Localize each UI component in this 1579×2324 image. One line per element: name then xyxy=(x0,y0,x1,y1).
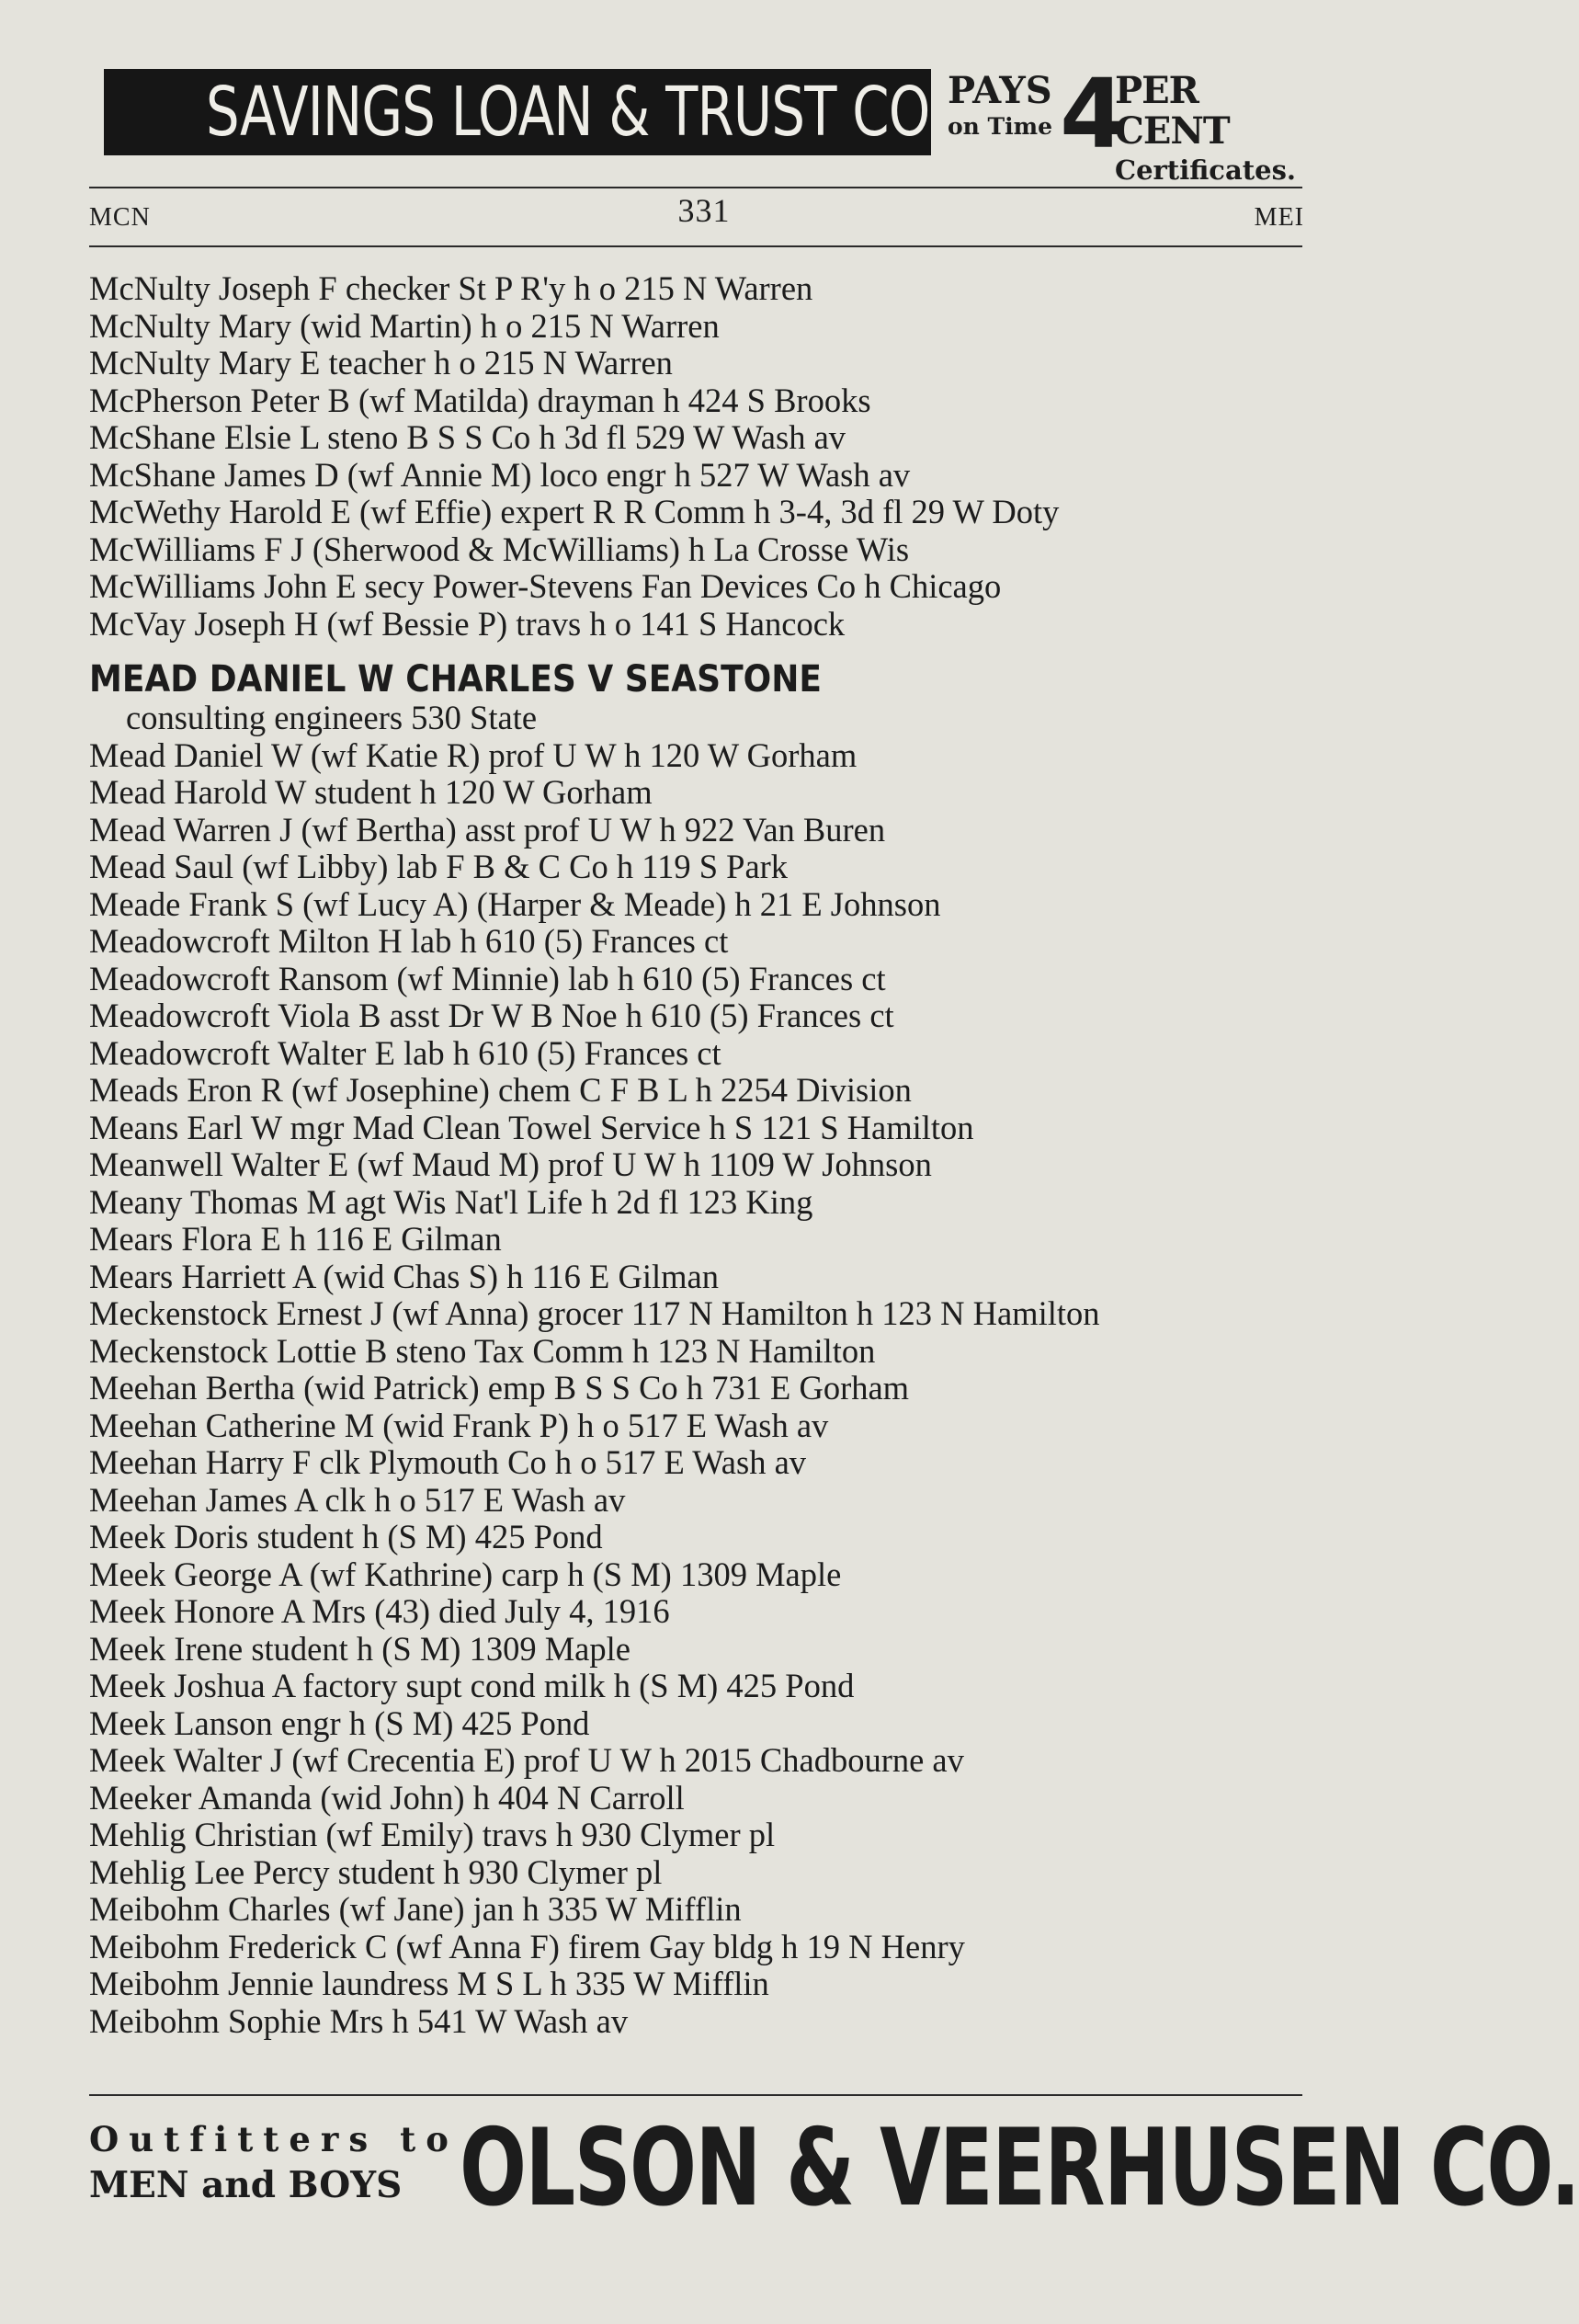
directory-entry: Meadowcroft Ransom (wf Minnie) lab h 610 (5) Frances ct xyxy=(89,959,886,997)
ad-percent-block xyxy=(1115,71,1317,188)
directory-entry: Meek Walter J (wf Crecentia E) prof U W h 2015 Chadbourne av xyxy=(89,1741,964,1779)
business-listing-heading: MEAD DANIEL W CHARLES V SEASTONE xyxy=(89,658,822,701)
directory-entry: Means Earl W mgr Mad Clean Towel Service h S 121 S Hamilton xyxy=(89,1108,974,1146)
directory-entry: McWethy Harold E (wf Effie) expert R R Comm h 3-4, 3d fl 29 W Doty xyxy=(89,493,1060,530)
directory-entry: Meadowcroft Viola B asst Dr W B Noe h 610 (5) Frances ct xyxy=(89,997,894,1034)
directory-entry: McWilliams F J (Sherwood & McWilliams) h La Crosse Wis xyxy=(89,530,910,568)
ad-certificates-text: Certificates. xyxy=(1115,154,1297,186)
directory-entry: Meckenstock Ernest J (wf Anna) grocer 117 N Hamilton h 123 N Hamilton xyxy=(89,1294,1100,1332)
directory-entry: Meehan James A clk h o 517 E Wash av xyxy=(89,1480,626,1519)
directory-entry: Meek Honore A Mrs (43) died July 4, 1916 xyxy=(89,1592,670,1630)
directory-entry: Meade Frank S (wf Lucy A) (Harper & Meade) h 21 E Johnson xyxy=(89,884,941,923)
directory-entry: Mehlig Christian (wf Emily) travs h 930 Clymer pl xyxy=(89,1816,776,1853)
directory-entry: McWilliams John E secy Power-Stevens Fan Devices Co h Chicago xyxy=(89,567,1002,605)
ad-olson-brand: OLSON & VEERHUSEN CO. xyxy=(460,2106,1579,2230)
directory-entry: Meibohm Frederick C (wf Anna F) firem Gay bldg h 19 N Henry xyxy=(89,1927,965,1965)
ad-pays-block xyxy=(948,71,1058,142)
header-top-rule xyxy=(89,187,1302,188)
directory-entry: Meibohm Charles (wf Jane) jan h 335 W Mifflin xyxy=(89,1890,742,1928)
directory-entry: Meek Joshua A factory supt cond milk h (S M) 425 Pond xyxy=(89,1667,855,1704)
directory-entry: McPherson Peter B (wf Matilda) drayman h 424 S Brooks xyxy=(89,381,871,419)
directory-entry: Mead Harold W student h 120 W Gorham xyxy=(89,773,653,811)
running-head-right: MEI xyxy=(1254,203,1304,232)
directory-entry: Mears Harriett A (wid Chas S) h 116 E Gilman xyxy=(89,1257,719,1295)
ad-pays-text: PAYS xyxy=(948,69,1052,112)
ad-brand-banner xyxy=(104,69,931,155)
directory-entry: Meeker Amanda (wid John) h 404 N Carroll xyxy=(89,1778,685,1817)
directory-entry: Meehan Harry F clk Plymouth Co h o 517 E Wash av xyxy=(89,1443,807,1481)
header-bottom-rule xyxy=(89,245,1302,247)
directory-entry: McNulty Mary E teacher h o 215 N Warren xyxy=(89,344,673,382)
page-number: 331 xyxy=(677,192,731,229)
directory-entry: Meibohm Sophie Mrs h 541 W Wash av xyxy=(89,2001,629,2040)
ad-men-and-boys-text: MEN and BOYS xyxy=(89,2164,403,2206)
directory-entry: Meek George A (wf Kathrine) carp h (S M) 1309 Maple xyxy=(89,1555,842,1593)
directory-entry: Mead Saul (wf Libby) lab F B & C Co h 119 S Park xyxy=(89,848,789,885)
directory-entry: Mears Flora E h 116 E Gilman xyxy=(89,1220,502,1258)
directory-entry: Meadowcroft Milton H lab h 610 (5) Frances ct xyxy=(89,922,729,960)
directory-entry: Mead Warren J (wf Bertha) asst prof U W h 922 Van Buren xyxy=(89,810,886,849)
directory-entry: Meek Doris student h (S M) 425 Pond xyxy=(89,1518,603,1555)
ad-outfitters-text: Outfitters to xyxy=(89,2119,459,2159)
directory-entry: Meadowcroft Walter E lab h 610 (5) Frances ct xyxy=(89,1033,721,1072)
directory-entry: McNulty Mary (wid Martin) h o 215 N Warren xyxy=(89,306,720,345)
running-head-left: MCN xyxy=(89,203,151,232)
top-advertisement xyxy=(104,58,1308,186)
ad-rate-number: 4 xyxy=(1060,58,1127,170)
ad-per-cent-text: PER CENT xyxy=(1115,69,1230,153)
directory-entry: Meek Lanson engr h (S M) 425 Pond xyxy=(89,1703,590,1742)
directory-entry: Meckenstock Lottie B steno Tax Comm h 123 N Hamilton xyxy=(89,1331,876,1370)
directory-entry: consulting engineers 530 State xyxy=(126,699,538,736)
directory-entry: McNulty Joseph F checker St P R'y h o 215 N Warren xyxy=(89,269,813,307)
directory-entry: McShane Elsie L steno B S S Co h 3d fl 529 W Wash av xyxy=(89,418,846,456)
directory-entry: Meads Eron R (wf Josephine) chem C F B L h 2254 Division xyxy=(89,1071,912,1109)
directory-entry: Meehan Bertha (wid Patrick) emp B S S Co h 731 E Gorham xyxy=(89,1369,910,1407)
directory-entry: Meehan Catherine M (wid Frank P) h o 517 E Wash av xyxy=(89,1406,829,1444)
directory-entry: Meanwell Walter E (wf Maud M) prof U W h 1109 W Johnson xyxy=(89,1145,932,1183)
footer-rule xyxy=(89,2094,1302,2096)
directory-listings xyxy=(89,270,1312,2040)
directory-entry: Meany Thomas M agt Wis Nat'l Life h 2d fl 123 King xyxy=(89,1182,813,1221)
bottom-advertisement xyxy=(89,2106,1579,2230)
directory-entry: McShane James D (wf Annie M) loco engr h 527 W Wash av xyxy=(89,455,911,494)
directory-entry: Meibohm Jennie laundress M S L h 335 W Mifflin xyxy=(89,1965,769,2002)
ad-brand-text: SAVINGS LOAN & TRUST CO xyxy=(206,73,930,152)
ad-on-time-text: on Time xyxy=(948,113,1053,140)
directory-entry: Mead Daniel W (wf Katie R) prof U W h 120 W Gorham xyxy=(89,735,858,774)
directory-entry: Mehlig Lee Percy student h 930 Clymer pl xyxy=(89,1852,663,1891)
directory-entry: Meek Irene student h (S M) 1309 Maple xyxy=(89,1629,630,1668)
directory-entry: McVay Joseph H (wf Bessie P) travs h o 141 S Hancock xyxy=(89,604,846,643)
